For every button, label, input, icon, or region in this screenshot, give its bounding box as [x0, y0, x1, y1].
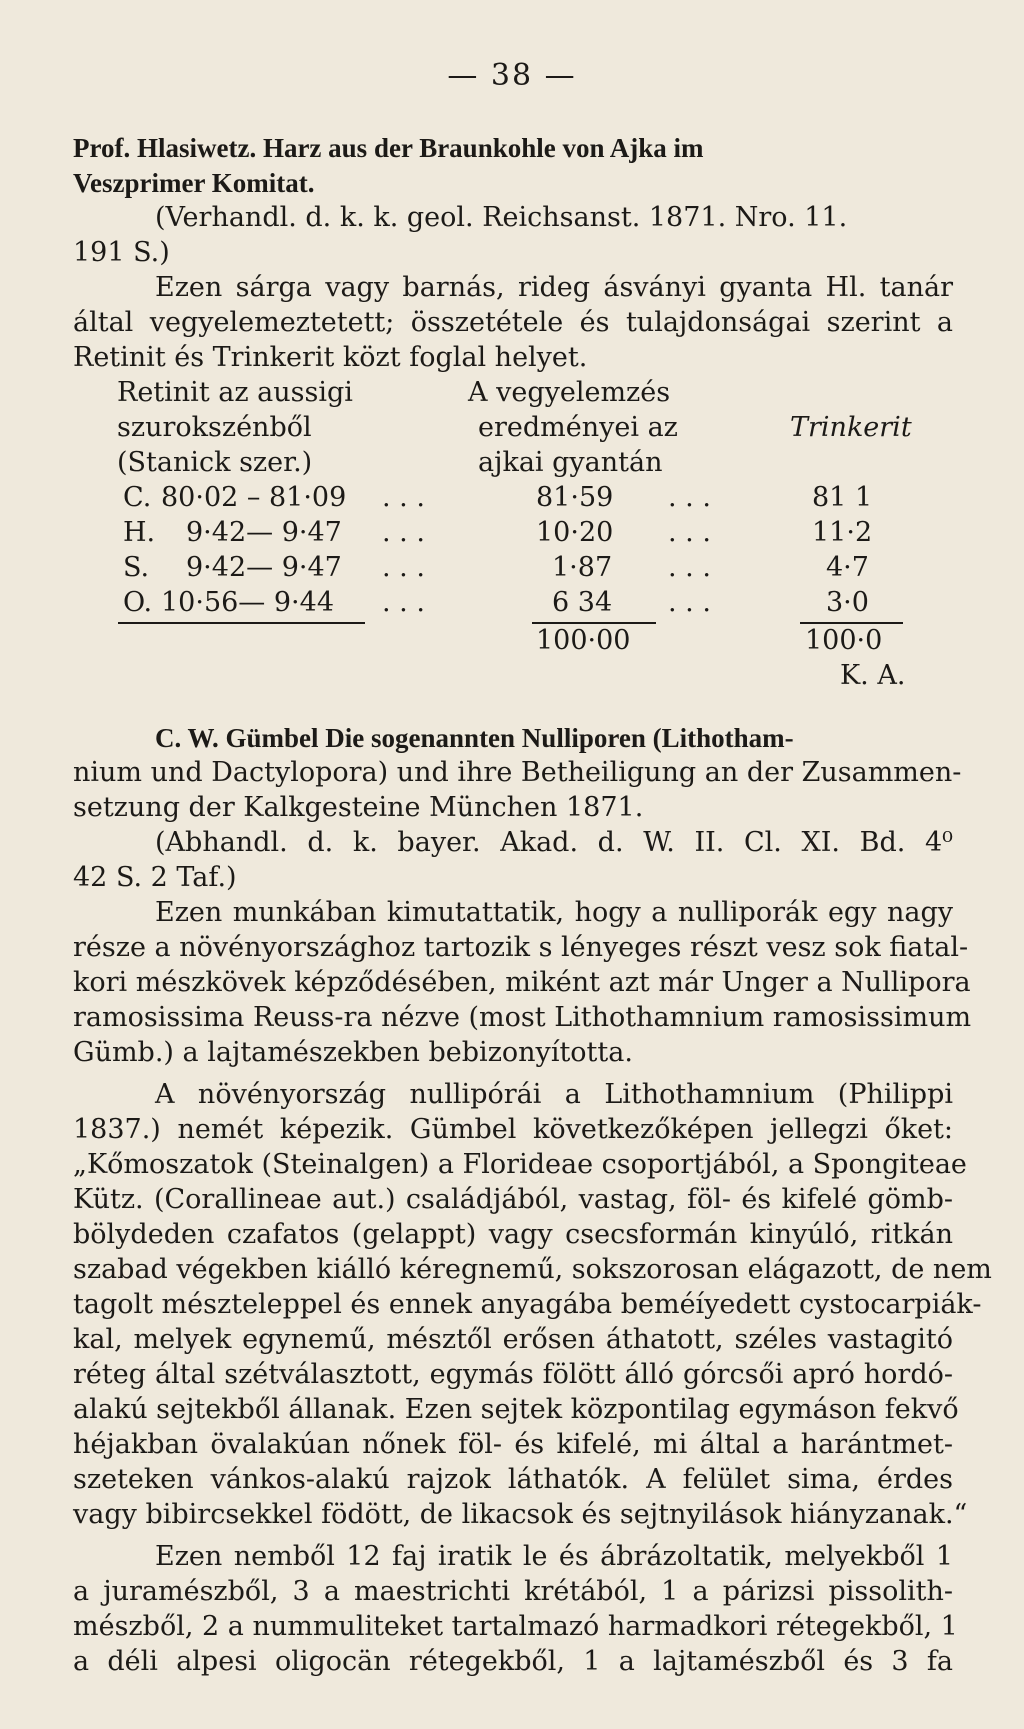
table-row-trinkerit: 11·2 [812, 517, 873, 548]
section2-para2-line: A növényország nullipórái a Lithothamnium (Philippi [155, 1079, 953, 1110]
section1-ref-line2: 191 S.) [73, 237, 170, 268]
table-row-dots: . . . [382, 517, 425, 548]
table-row-ajka: 1·87 [552, 552, 613, 583]
table-col1-header: szurokszénből [117, 412, 312, 443]
section2-para1-line: Gümb.) a lajtamészekben bebizonyította. [73, 1037, 633, 1068]
section1-para-line: Retinit és Trinkerit közt foglal helyet. [73, 342, 588, 373]
table-row-dots: . . . [668, 587, 711, 618]
section2-para1-line: kori mészkövek képződésében, miként azt már Unger a Nullipora [73, 967, 971, 998]
table-row-element: H. [123, 517, 156, 548]
table-col2-header: eredményei az [478, 412, 678, 443]
section2-para2-line: vagy bibircsekkel födött, de likacsok és sejtnyilások hiányzanak.“ [73, 1499, 968, 1530]
table-col1-header: (Stanick szer.) [117, 447, 313, 478]
section1-para-line: Ezen sárga vagy barnás, rideg ásványi gyanta Hl. tanár [155, 272, 953, 303]
table-row-retinit: 80·02 – 81·09 [161, 482, 347, 513]
page-number: — 38 — [447, 58, 577, 93]
section2-ref-line1: (Abhandl. d. k. bayer. Akad. d. W. II. Cl. XI. Bd. 4⁰ [155, 827, 953, 858]
table-row-retinit: 10·56— 9·44 [161, 587, 334, 618]
table-row-dots: . . . [668, 482, 711, 513]
section2-para2-line: 1837.) nemét képezik. Gümbel következőképen jellegzi őket: [73, 1114, 953, 1145]
section2-para2-line: alakú sejtekből állanak. Ezen sejtek központilag egymáson fekvő [73, 1394, 959, 1425]
section2-para3-line: Ezen nemből 12 faj iratik le és ábrázoltatik, melyekből 1 [155, 1541, 953, 1572]
section2-heading-line3: setzung der Kalkgesteine München 1871. [73, 792, 644, 823]
table-row-element: O. [123, 587, 153, 618]
table-col3-header: Trinkerit [790, 412, 912, 443]
section2-ref-line2: 42 S. 2 Taf.) [73, 862, 237, 893]
section2-heading-line1: C. W. Gümbel Die sogenannten Nulliporen (Lithotham- [155, 723, 794, 753]
section2-para2-line: kal, melyek egynemű, mésztől erősen áthatott, széles vastagitó [73, 1324, 953, 1355]
table-row-retinit: 9·42— 9·47 [186, 552, 342, 583]
table-total-trinkerit: 100·0 [805, 625, 883, 656]
section1-para-line: által vegyelemeztetett; összetétele és tulajdonságai szerint a [73, 307, 953, 338]
section2-para3-line: a déli alpesi oligocän rétegekből, 1 a lajtamészből és 3 fa [73, 1646, 953, 1677]
table-row-dots: . . . [668, 552, 711, 583]
section2-para2-line: bölydeden czafatos (gelappt) vagy csecsformán kinyúló, ritkán [73, 1219, 953, 1250]
table-row-trinkerit: 4·7 [826, 552, 869, 583]
table-row-element: S. [123, 552, 150, 583]
section2-para2-line: tagolt mészteleppel és ennek anyagába beméíyedett cystocarpiák- [73, 1289, 982, 1320]
section2-para2-line: szabad végekben kiálló kéregnemű, sokszorosan elágazott, de nem [73, 1254, 992, 1285]
signature: K. A. [840, 660, 906, 691]
table-row-ajka: 10·20 [536, 517, 614, 548]
table-row-ajka: 81·59 [536, 482, 614, 513]
table-row-dots: . . . [382, 482, 425, 513]
section2-para2-line: szeteken vánkos-alakú rajzok láthatók. A felület sima, érdes [73, 1464, 953, 1495]
table-col2-header: ajkai gyantán [478, 447, 663, 478]
section2-para1-line: Ezen munkában kimutattatik, hogy a nulliporák egy nagy [155, 897, 953, 928]
table-row-trinkerit: 81 1 [812, 482, 873, 513]
section2-para3-line: a juramészből, 3 a maestrichti krétából, 1 a párizsi pissolith- [73, 1576, 953, 1607]
section2-para1-line: része a növényországhoz tartozik s lényeges részt vesz sok fiatal- [73, 932, 969, 963]
table-row-trinkerit: 3·0 [826, 587, 869, 618]
section1-heading-line1: Prof. Hlasiwetz. Harz aus der Braunkohle von Ajka im [73, 133, 704, 163]
table-row-dots: . . . [382, 552, 425, 583]
section2-para2-line: Kütz. (Corallineae aut.) családjából, vastag, föl- és kifelé gömb- [73, 1184, 953, 1215]
table-rule [118, 622, 365, 624]
section2-para2-line: réteg által szétválasztott, egymás fölött álló górcsői apró hordó- [73, 1359, 953, 1390]
section2-para2-line: „Kőmoszatok (Steinalgen) a Florideae csoportjából, a Spongiteae [73, 1149, 967, 1180]
table-row-ajka: 6 34 [552, 587, 613, 618]
table-row-element: C. [123, 482, 152, 513]
table-col2-header: A vegyelemzés [468, 377, 671, 408]
section2-para2-line: héjakban övalakúan nőnek föl- és kifelé, mi által a harántmet- [73, 1429, 953, 1460]
table-total-ajka: 100·00 [536, 625, 631, 656]
section1-heading-line2: Veszprimer Komitat. [73, 168, 315, 198]
section2-para1-line: ramosissima Reuss-ra nézve (most Lithothamnium ramosissimum [73, 1002, 972, 1033]
table-row-retinit: 9·42— 9·47 [186, 517, 342, 548]
section2-heading-line2: nium und Dactylopora) und ihre Betheiligung an der Zusammen- [73, 757, 962, 788]
table-row-dots: . . . [382, 587, 425, 618]
section2-para3-line: mészből, 2 a nummuliteket tartalmazó harmadkori rétegekből, 1 [73, 1611, 958, 1642]
table-col1-header: Retinit az aussigi [117, 377, 353, 408]
section1-ref-line1: (Verhandl. d. k. k. geol. Reichsanst. 1871. Nro. 11. [155, 202, 848, 233]
table-row-dots: . . . [668, 517, 711, 548]
